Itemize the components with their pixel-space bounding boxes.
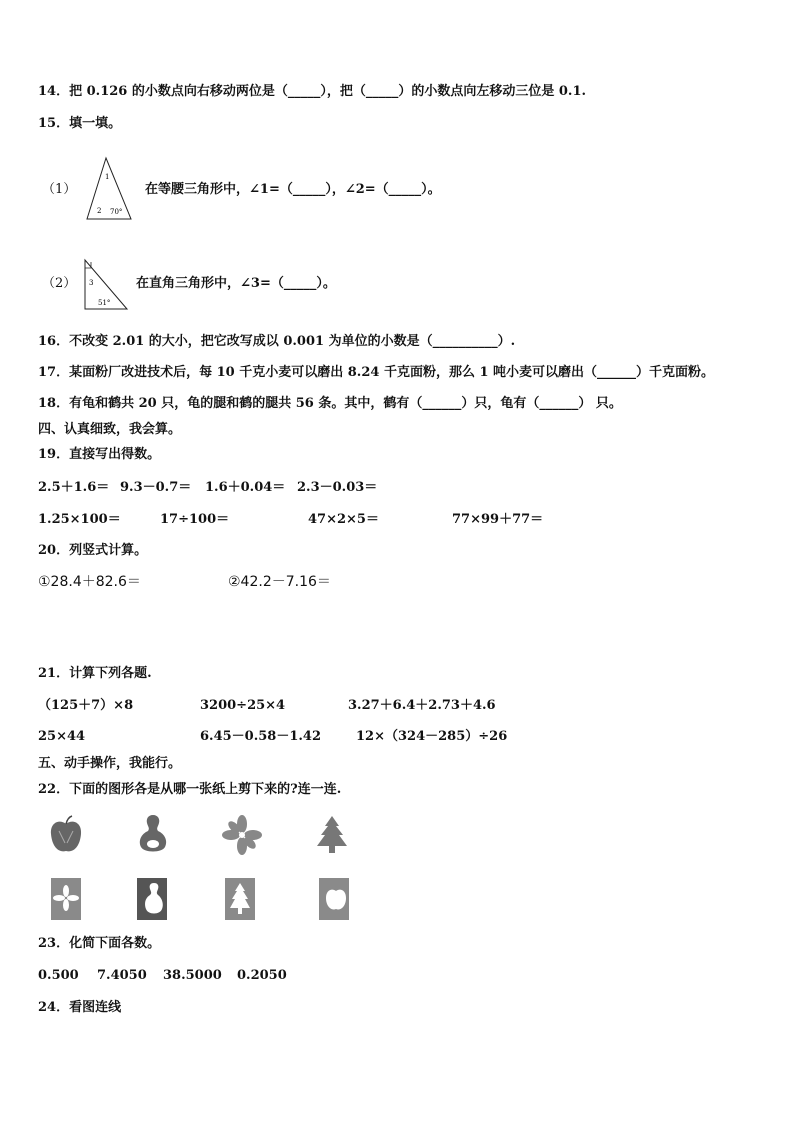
q15-part1-label: （1） <box>42 182 77 197</box>
q19-expr: 2.3－0.03＝ <box>297 480 378 495</box>
q21-expr: （125＋7）×8 <box>38 698 134 713</box>
angle-51-label: 51° <box>98 299 111 307</box>
angle-1-label: 1 <box>105 173 110 181</box>
question-18: 18．有龟和鹤共 20 只，龟的腿和鹤的腿共 56 条。其中，鹤有（______）只，龟有（______） 只。 <box>38 396 622 411</box>
q15-part2-label: （2） <box>42 276 77 291</box>
q15-part2-text: 在直角三角形中，∠3=（_____）。 <box>136 276 336 291</box>
q19-expr: 9.3－0.7＝ <box>120 480 192 495</box>
question-15-title: 15．填一填。 <box>38 116 122 131</box>
question-23-title: 23．化简下面各数。 <box>38 936 161 951</box>
right-triangle-figure <box>82 258 130 312</box>
question-14: 14．把 0.126 的小数点向右移动两位是（_____），把（_____）的小数点向左移动三位是 0.1. <box>38 84 587 99</box>
q20-item: ②42.2－7.16＝ <box>228 574 331 590</box>
flower-cutout-icon <box>222 815 262 855</box>
q19-expr: 1.25×100＝ <box>38 512 121 527</box>
q21-expr: 12×（324－285）÷26 <box>356 729 508 744</box>
q23-value: 0.500 <box>38 968 79 983</box>
question-21-title: 21．计算下列各题. <box>38 666 152 681</box>
angle-3-label: 3 <box>89 279 94 287</box>
q23-value: 38.5000 <box>163 968 222 983</box>
question-16: 16．不改变 2.01 的大小，把它改写成以 0.001 为单位的小数是（__________）. <box>38 334 516 349</box>
q15-part1-text: 在等腰三角形中，∠1=（_____），∠2=（_____）。 <box>145 182 441 197</box>
paper-with-apple-hole-icon <box>318 877 350 921</box>
isosceles-triangle-figure <box>84 156 134 222</box>
angle-70-label: 70° <box>110 208 123 216</box>
section-4-title: 四、认真细致，我会算。 <box>38 422 182 437</box>
q19-expr: 77×99＋77＝ <box>452 512 544 527</box>
q19-expr: 17÷100＝ <box>160 512 230 527</box>
q21-expr: 3.27＋6.4＋2.73＋4.6 <box>348 698 496 713</box>
question-24-title: 24．看图连线 <box>38 1000 122 1015</box>
apple-cutout-icon <box>48 815 84 855</box>
q21-expr: 6.45－0.58－1.42 <box>200 729 321 744</box>
question-22-title: 22．下面的图形各是从哪一张纸上剪下来的?连一连. <box>38 782 342 797</box>
q20-item: ①28.4＋82.6＝ <box>38 574 141 590</box>
q19-expr: 1.6＋0.04＝ <box>205 480 286 495</box>
paper-with-gourd-hole-icon <box>136 877 168 921</box>
tree-cutout-icon <box>314 815 350 855</box>
question-20-title: 20．列竖式计算。 <box>38 543 148 558</box>
q23-value: 7.4050 <box>97 968 147 983</box>
q21-expr: 25×44 <box>38 729 86 744</box>
angle-2-label: 2 <box>97 207 102 215</box>
q23-value: 0.2050 <box>237 968 287 983</box>
paper-with-tree-hole-icon <box>224 877 256 921</box>
gourd-cutout-icon <box>136 813 170 855</box>
q19-expr: 47×2×5＝ <box>308 512 379 527</box>
question-17: 17．某面粉厂改进技术后，每 10 千克小麦可以磨出 8.24 千克面粉，那么 1 吨小麦可以磨出（______）千克面粉。 <box>38 365 715 380</box>
q21-expr: 3200÷25×4 <box>200 698 286 713</box>
question-19-title: 19．直接写出得数。 <box>38 447 161 462</box>
q19-expr: 2.5＋1.6＝ <box>38 480 110 495</box>
paper-with-flower-hole-icon <box>50 877 82 921</box>
section-5-title: 五、动手操作，我能行。 <box>38 756 182 771</box>
